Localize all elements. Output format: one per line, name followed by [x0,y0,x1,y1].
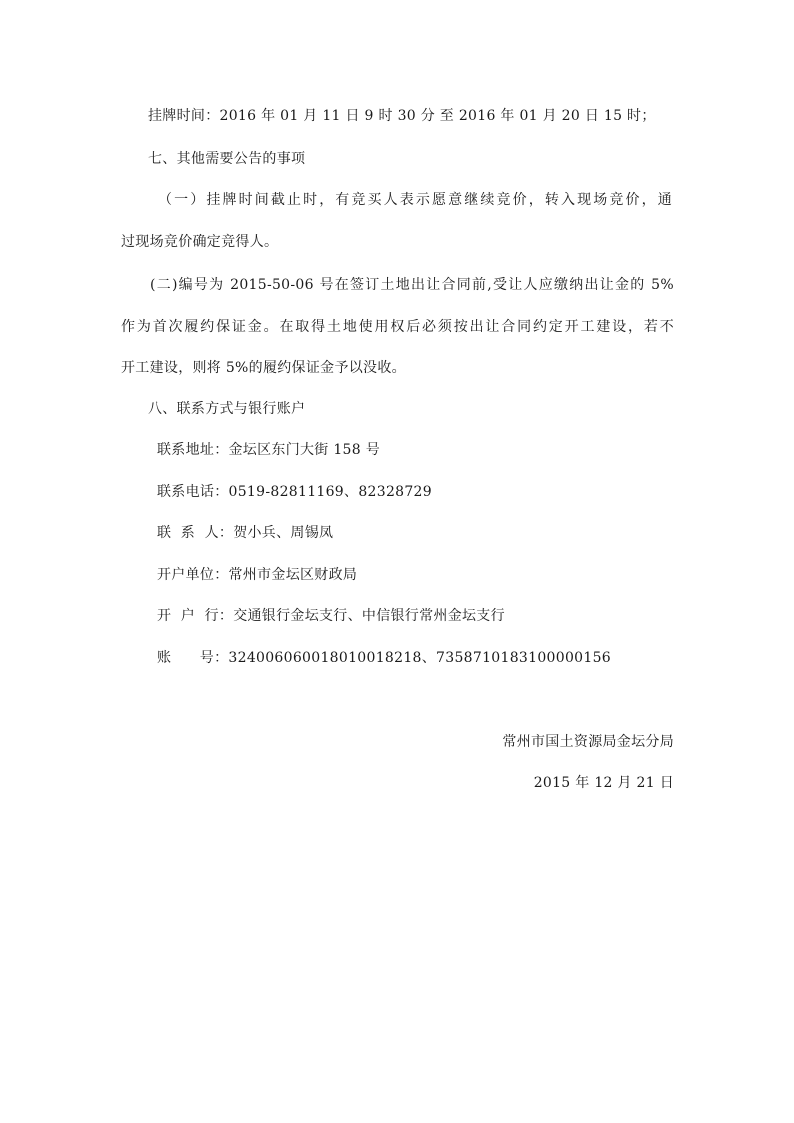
listing-time-text: 挂牌时间：2016 年 01 月 11 日 9 时 30 分 至 2016 年 01 月 20 日 15 时； [148,108,656,124]
bank-name: 开 户 行：交通银行金坛支行、中信银行常州金坛支行 [157,608,505,624]
item2-line2: 作为首次履约保证金。在取得土地使用权后必须按出让合同约定开工建设，若不 [121,319,674,335]
account-unit: 开户单位：常州市金坛区财政局 [157,567,358,583]
contact-address: 联系地址：金坛区东门大街 158 号 [157,442,381,458]
item1-line2: 过现场竞价确定竞得人。 [121,234,279,250]
item2-line1: (二)编号为 2015-50-06 号在签订土地出让合同前,受让人应缴纳出让金的 5% [150,277,674,293]
item1-line1: （一）挂牌时间截止时，有竞买人表示愿意继续竞价，转入现场竞价，通 [158,192,672,208]
contact-phone: 联系电话：0519-82811169、82328729 [157,484,432,500]
item2-line3: 开工建设，则将 5%的履约保证金予以没收。 [121,360,406,376]
section8-heading: 八、联系方式与银行账户 [148,401,306,417]
issuer-signature: 常州市国土资源局金坛分局 [502,734,674,750]
contact-person: 联 系 人：贺小兵、周锡凤 [157,525,334,541]
issue-date: 2015 年 12 月 21 日 [533,775,674,791]
section7-heading: 七、其他需要公告的事项 [148,151,306,167]
account-number: 账 号：324006060018010018218、7358710183100000156 [157,650,611,666]
